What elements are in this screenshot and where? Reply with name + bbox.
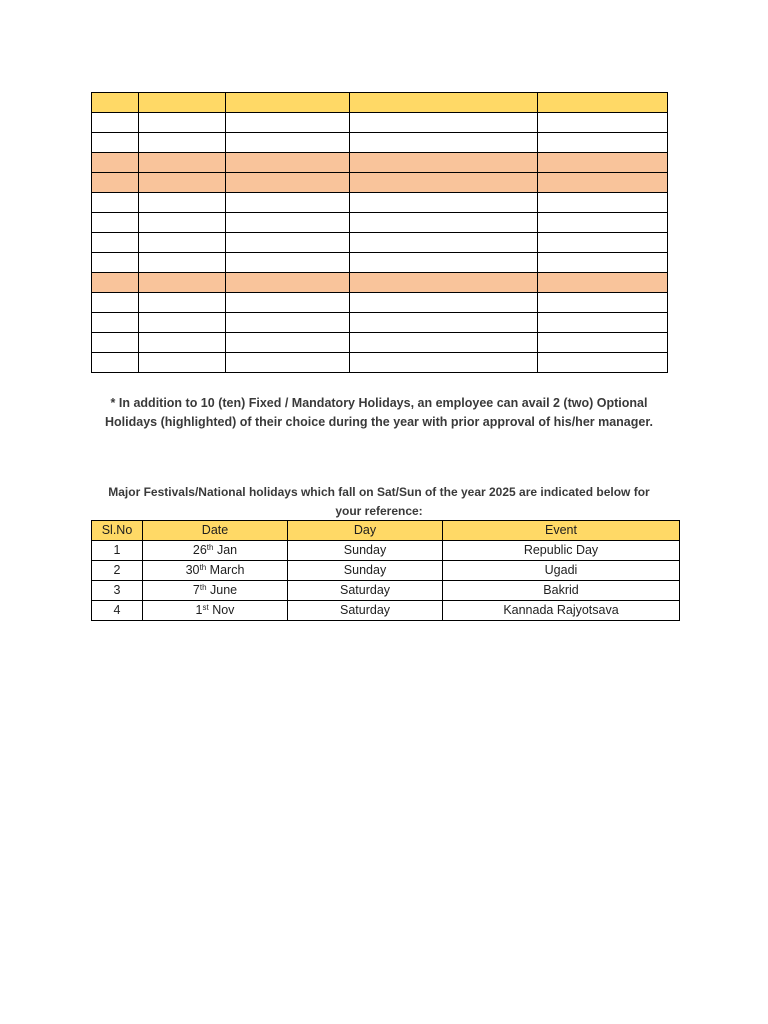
optional-holiday-row: [92, 153, 668, 173]
holiday-cell: [139, 173, 226, 193]
holiday-cell: [538, 353, 668, 373]
holiday-cell: [538, 253, 668, 273]
table-header-row: [92, 521, 680, 541]
holiday-cell: [538, 313, 668, 333]
cell-date: 30th March: [143, 561, 288, 581]
holiday-cell: [92, 193, 139, 213]
holiday-cell: [538, 133, 668, 153]
holiday-cell: [92, 213, 139, 233]
holiday-list-body: [92, 93, 668, 373]
optional-holiday-row: [92, 173, 668, 193]
holiday-cell: [350, 273, 538, 293]
holiday-cell: [139, 233, 226, 253]
holiday-cell: [350, 113, 538, 133]
holiday-cell: [350, 253, 538, 273]
holiday-cell: [92, 93, 139, 113]
optional-holiday-footnote: [91, 394, 667, 432]
holiday-cell: [92, 233, 139, 253]
holiday-cell: [350, 353, 538, 373]
cell-date: 1st Nov: [143, 601, 288, 621]
holiday-cell: [538, 213, 668, 233]
holiday-cell: [350, 313, 538, 333]
holiday-cell: [139, 313, 226, 333]
cell-date: 26th Jan: [143, 541, 288, 561]
holiday-cell: [226, 193, 350, 213]
cell-event: Kannada Rajyotsava: [443, 601, 680, 621]
holiday-cell: [226, 153, 350, 173]
holiday-cell: [538, 193, 668, 213]
cell-day: Sunday: [288, 541, 443, 561]
holiday-cell: [538, 173, 668, 193]
holiday-row: [92, 193, 668, 213]
cell-day: Saturday: [288, 601, 443, 621]
holiday-cell: [350, 93, 538, 113]
holiday-row: [92, 213, 668, 233]
holiday-cell: [350, 173, 538, 193]
holiday-cell: [538, 273, 668, 293]
holiday-cell: [139, 353, 226, 373]
holiday-cell: [226, 293, 350, 313]
holiday-row: [92, 233, 668, 253]
holiday-cell: [139, 133, 226, 153]
holiday-header-row: [92, 93, 668, 113]
holiday-cell: [92, 353, 139, 373]
holiday-cell: [538, 93, 668, 113]
holiday-cell: [92, 173, 139, 193]
holiday-row: [92, 253, 668, 273]
holiday-cell: [139, 293, 226, 313]
holiday-cell: [92, 273, 139, 293]
weekend-holidays-heading: [91, 483, 667, 521]
holiday-cell: [92, 153, 139, 173]
table-row: [92, 581, 680, 601]
holiday-cell: [226, 93, 350, 113]
holiday-cell: [350, 333, 538, 353]
holiday-cell: [139, 113, 226, 133]
holiday-cell: [92, 293, 139, 313]
cell-day: Sunday: [288, 561, 443, 581]
heading-line-1: Major Festivals/National holidays which fall on Sat/Sun of the year 2025 are indicated below for: [108, 485, 650, 499]
holiday-cell: [139, 93, 226, 113]
holiday-cell: [350, 153, 538, 173]
holiday-cell: [139, 193, 226, 213]
cell-event: Bakrid: [443, 581, 680, 601]
holiday-cell: [226, 353, 350, 373]
holiday-cell: [92, 253, 139, 273]
col-header-date: Date: [143, 521, 288, 541]
holiday-cell: [92, 333, 139, 353]
cell-slno: 3: [92, 581, 143, 601]
holiday-cell: [226, 113, 350, 133]
holiday-cell: [538, 333, 668, 353]
col-header-slno: Sl.No: [92, 521, 143, 541]
holiday-cell: [226, 213, 350, 233]
cell-day: Saturday: [288, 581, 443, 601]
footnote-line-1: * In addition to 10 (ten) Fixed / Mandatory Holidays, an employee can avail 2 (two) Optional: [110, 396, 648, 410]
holiday-cell: [226, 173, 350, 193]
cell-date: 7th June: [143, 581, 288, 601]
holiday-cell: [350, 133, 538, 153]
holiday-cell: [139, 273, 226, 293]
holiday-row: [92, 353, 668, 373]
holiday-row: [92, 293, 668, 313]
holiday-cell: [226, 233, 350, 253]
holiday-cell: [350, 293, 538, 313]
holiday-cell: [139, 333, 226, 353]
holiday-cell: [139, 213, 226, 233]
holiday-cell: [226, 253, 350, 273]
holiday-cell: [226, 133, 350, 153]
holiday-cell: [139, 153, 226, 173]
holiday-row: [92, 313, 668, 333]
optional-holiday-row: [92, 273, 668, 293]
footnote-line-2: Holidays (highlighted) of their choice during the year with prior approval of his/her manager.: [105, 415, 653, 429]
holiday-cell: [226, 313, 350, 333]
holiday-cell: [538, 153, 668, 173]
holiday-row: [92, 333, 668, 353]
col-header-event: Event: [443, 521, 680, 541]
cell-slno: 2: [92, 561, 143, 581]
holiday-list-table: [91, 92, 668, 373]
cell-slno: 4: [92, 601, 143, 621]
holiday-cell: [226, 333, 350, 353]
table-row: [92, 561, 680, 581]
holiday-cell: [538, 113, 668, 133]
holiday-cell: [92, 113, 139, 133]
holiday-cell: [226, 273, 350, 293]
holiday-cell: [92, 133, 139, 153]
holiday-row: [92, 113, 668, 133]
holiday-cell: [92, 313, 139, 333]
holiday-cell: [139, 253, 226, 273]
table-row: [92, 541, 680, 561]
holiday-cell: [350, 193, 538, 213]
weekend-holidays-table: [91, 520, 680, 621]
holiday-cell: [350, 233, 538, 253]
holiday-cell: [350, 213, 538, 233]
holiday-cell: [538, 233, 668, 253]
table-row: [92, 601, 680, 621]
col-header-day: Day: [288, 521, 443, 541]
cell-event: Republic Day: [443, 541, 680, 561]
cell-event: Ugadi: [443, 561, 680, 581]
heading-line-2: your reference:: [335, 504, 423, 518]
holiday-cell: [538, 293, 668, 313]
cell-slno: 1: [92, 541, 143, 561]
holiday-row: [92, 133, 668, 153]
